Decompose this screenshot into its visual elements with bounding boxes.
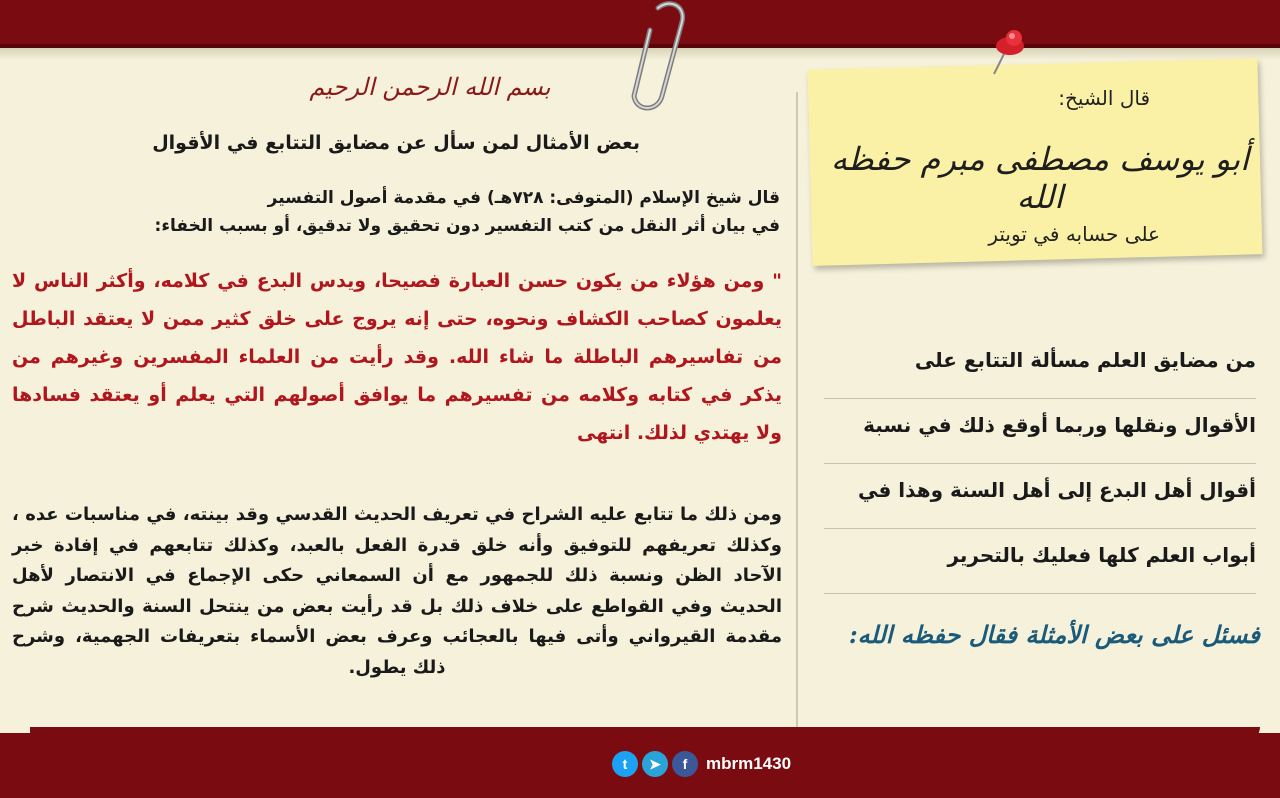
basmala-calligraphy: بسم الله الرحمن الرحيم: [309, 73, 551, 101]
side-line: من مضايق العلم مسألة التتابع على: [824, 342, 1256, 399]
body-paragraph: ومن ذلك ما تتابع عليه الشراح في تعريف الحديث القدسي وقد بينته، في مناسبات عده ، وكذلك تعريفهم للتوفيق وأنه خلق قدرة الفعل بالعبد، وكذلك تتابعهم في إفادة خبر الآحاد الظن ونسبة ذلك للجمهور مع أن السمعاني حكى الإجماع في الانتصار لأهل الحديث وفي القواطع على خلاف ذلك بل قد رأيت بعض من ينتحل السنة والحديث شرح مقدمة القيرواني وأتى فيها بالعجائب وعرف بعض الأسماء بتعريفات الجهمية، وشرح ذلك يطول.: [12, 504, 782, 678]
sheikh-name: أبو يوسف مصطفى مبرم حفظه الله: [830, 140, 1250, 216]
social-bar: [612, 750, 791, 778]
page-title: بعض الأمثال لمن سأل عن مضايق التتابع في الأقوال: [152, 132, 640, 154]
paperclip-icon: [600, 0, 690, 120]
twitter-source-line: على حسابه في تويتر: [988, 222, 1160, 246]
intro-text: [90, 184, 780, 240]
pushpin-icon: [990, 28, 1030, 78]
side-line: الأقوال ونقلها وربما أوقع ذلك في نسبة: [824, 407, 1256, 464]
side-line: أقوال أهل البدع إلى أهل السنة وهذا في: [824, 472, 1256, 529]
question-line: فسئل على بعض الأمثلة فقال حفظه الله:: [848, 620, 1260, 649]
twitter-icon[interactable]: t: [612, 751, 638, 777]
side-statement: [824, 342, 1256, 602]
intro-line-2: في بيان أثر النقل من كتب التفسير دون تحقيق ولا تدقيق، أو بسبب الخفاء:: [154, 216, 780, 236]
note-label: قال الشيخ:: [1058, 86, 1150, 110]
facebook-icon[interactable]: f: [672, 751, 698, 777]
telegram-icon[interactable]: ➤: [642, 751, 668, 777]
quoted-passage: " ومن هؤلاء من يكون حسن العبارة فصيحا، ويدس البدع في كلامه، وأكثر الناس لا يعلمون كصاحب الكشاف ونحوه، حتى إنه يروج على خلق كثير ممن لا يعتقد الباطل من تفاسيرهم الباطلة ما شاء الله. وقد رأيت من العلماء المفسرين وغيرهم من يذكر في كتابه وكلامه من تفسيرهم ما يوافق أصولهم التي يعلم أو يعتقد فسادها ولا يهتدي لذلك. انتهى: [12, 270, 782, 444]
column-divider: [796, 92, 798, 732]
social-handle[interactable]: mbrm1430: [706, 754, 792, 773]
intro-line-1: قال شيخ الإسلام (المتوفى: ٧٢٨هـ) في مقدمة أصول التفسير: [267, 188, 780, 208]
side-line: أبواب العلم كلها فعليك بالتحرير: [824, 537, 1256, 594]
